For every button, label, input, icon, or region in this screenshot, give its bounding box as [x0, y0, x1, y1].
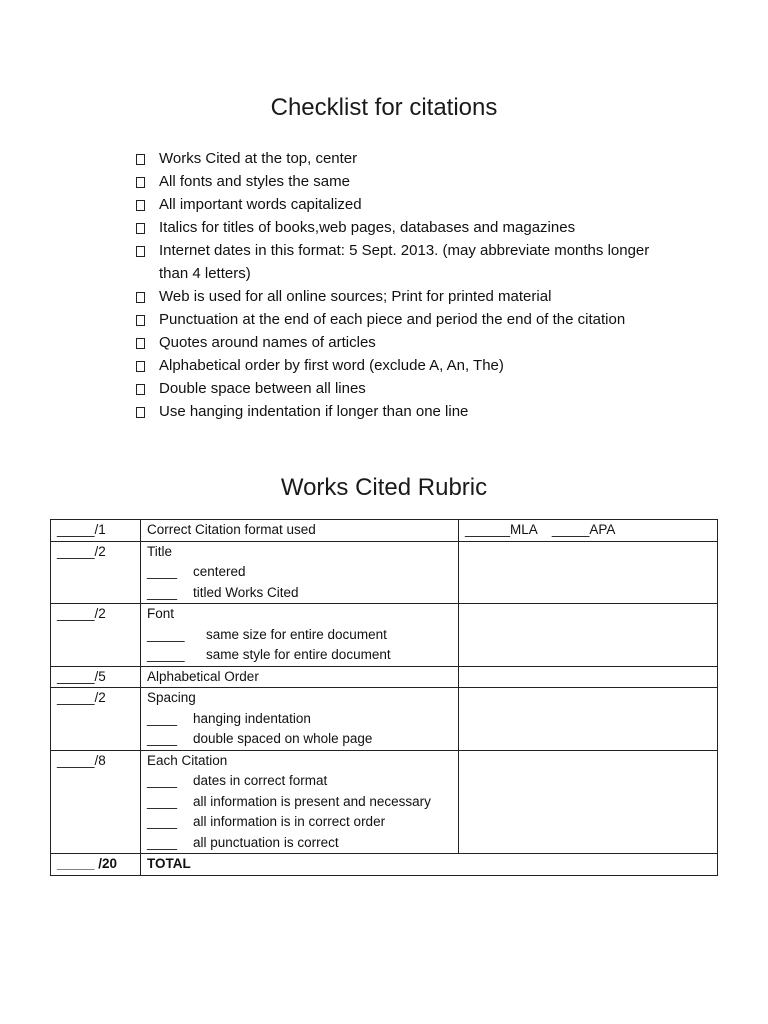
mla-option[interactable]: ______MLA: [465, 522, 538, 537]
comment-cell[interactable]: [459, 604, 718, 667]
checklist-item: Alphabetical order by first word (exclude A, An, The): [134, 355, 654, 378]
table-row: [51, 604, 718, 667]
checklist-item: Double space between all lines: [134, 378, 654, 401]
format-cell: [459, 520, 718, 542]
table-row: [51, 750, 718, 854]
score-cell[interactable]: _____/2: [51, 688, 141, 751]
checklist-item: Italics for titles of books,web pages, databases and magazines: [134, 217, 654, 240]
check-blank[interactable]: ____: [147, 584, 178, 600]
check-blank[interactable]: ____: [147, 731, 178, 746]
checkbox-icon[interactable]: [136, 200, 145, 211]
sub-criterion: ____ hanging indentation: [147, 709, 452, 730]
criterion-label: Spacing: [147, 690, 196, 705]
table-row: [51, 541, 718, 604]
check-blank[interactable]: ____: [147, 773, 178, 788]
sub-criterion: ____ double spaced on whole page: [147, 729, 452, 750]
checklist-item: All important words capitalized: [134, 194, 654, 217]
rubric-table: [50, 519, 718, 876]
criterion-cell: [141, 541, 459, 604]
sub-criterion: ____ all information is in correct order: [147, 812, 452, 833]
checkbox-icon[interactable]: [136, 177, 145, 188]
sub-criterion: ____ dates in correct format: [147, 771, 452, 792]
checklist-item: All fonts and styles the same: [134, 171, 654, 194]
comment-cell[interactable]: [459, 666, 718, 688]
checklist-item: Quotes around names of articles: [134, 332, 654, 355]
checklist-item: Punctuation at the end of each piece and period the end of the citation: [134, 309, 654, 332]
comment-cell[interactable]: [459, 688, 718, 751]
total-score-cell[interactable]: _____ /20: [51, 854, 141, 876]
score-cell[interactable]: _____/1: [51, 520, 141, 542]
check-blank[interactable]: _____: [147, 626, 185, 642]
score-cell[interactable]: _____/2: [51, 604, 141, 667]
check-blank[interactable]: ____: [147, 564, 178, 579]
sub-criterion: ____ titled Works Cited: [147, 583, 452, 604]
sub-criterion: _____ same style for entire document: [147, 645, 452, 666]
checklist-item: Internet dates in this format: 5 Sept. 2013. (may abbreviate months longer than 4 letters): [134, 240, 654, 285]
checklist-title: Checklist for citations: [270, 94, 498, 121]
checklist-item: Use hanging indentation if longer than one line: [134, 401, 654, 424]
check-blank[interactable]: ____: [147, 814, 178, 829]
criterion-cell: Alphabetical Order: [141, 666, 459, 688]
checkbox-icon[interactable]: [136, 361, 145, 372]
table-row: [51, 688, 718, 751]
checkbox-icon[interactable]: [136, 407, 145, 418]
check-blank[interactable]: ____: [147, 793, 178, 809]
checkbox-icon[interactable]: [136, 292, 145, 303]
table-row: [51, 520, 718, 542]
citation-checklist: [134, 148, 654, 424]
score-cell[interactable]: _____/2: [51, 541, 141, 604]
criterion-cell: [141, 604, 459, 667]
score-cell[interactable]: _____/5: [51, 666, 141, 688]
checkbox-icon[interactable]: [136, 384, 145, 395]
sub-criterion: _____ same size for entire document: [147, 625, 452, 646]
checkbox-icon[interactable]: [136, 315, 145, 326]
criterion-label: Title: [147, 543, 173, 559]
criterion-cell: [141, 688, 459, 751]
total-row: [51, 854, 718, 876]
criterion-cell: [141, 750, 459, 854]
sub-criterion: ____ all punctuation is correct: [147, 833, 452, 854]
check-blank[interactable]: ____: [147, 710, 178, 726]
rubric-title: Works Cited Rubric: [280, 474, 488, 501]
total-label: TOTAL: [141, 854, 718, 876]
checkbox-icon[interactable]: [136, 223, 145, 234]
apa-option[interactable]: _____APA: [551, 522, 616, 537]
criterion-cell: Correct Citation format used: [141, 520, 459, 542]
comment-cell[interactable]: [459, 541, 718, 604]
checkbox-icon[interactable]: [136, 246, 145, 257]
check-blank[interactable]: ____: [147, 834, 178, 850]
checkbox-icon[interactable]: [136, 338, 145, 349]
checklist-item: Works Cited at the top, center: [134, 148, 654, 171]
sub-criterion: ____ centered: [147, 562, 452, 583]
checkbox-icon[interactable]: [136, 154, 145, 165]
criterion-label: Font: [147, 606, 175, 621]
criterion-label: Each Citation: [147, 752, 228, 768]
comment-cell[interactable]: [459, 750, 718, 854]
score-cell[interactable]: _____/8: [51, 750, 141, 854]
check-blank[interactable]: _____: [147, 647, 185, 662]
sub-criterion: ____ all information is present and necessary: [147, 792, 452, 813]
checklist-item: Web is used for all online sources; Print for printed material: [134, 286, 654, 309]
table-row: [51, 666, 718, 688]
